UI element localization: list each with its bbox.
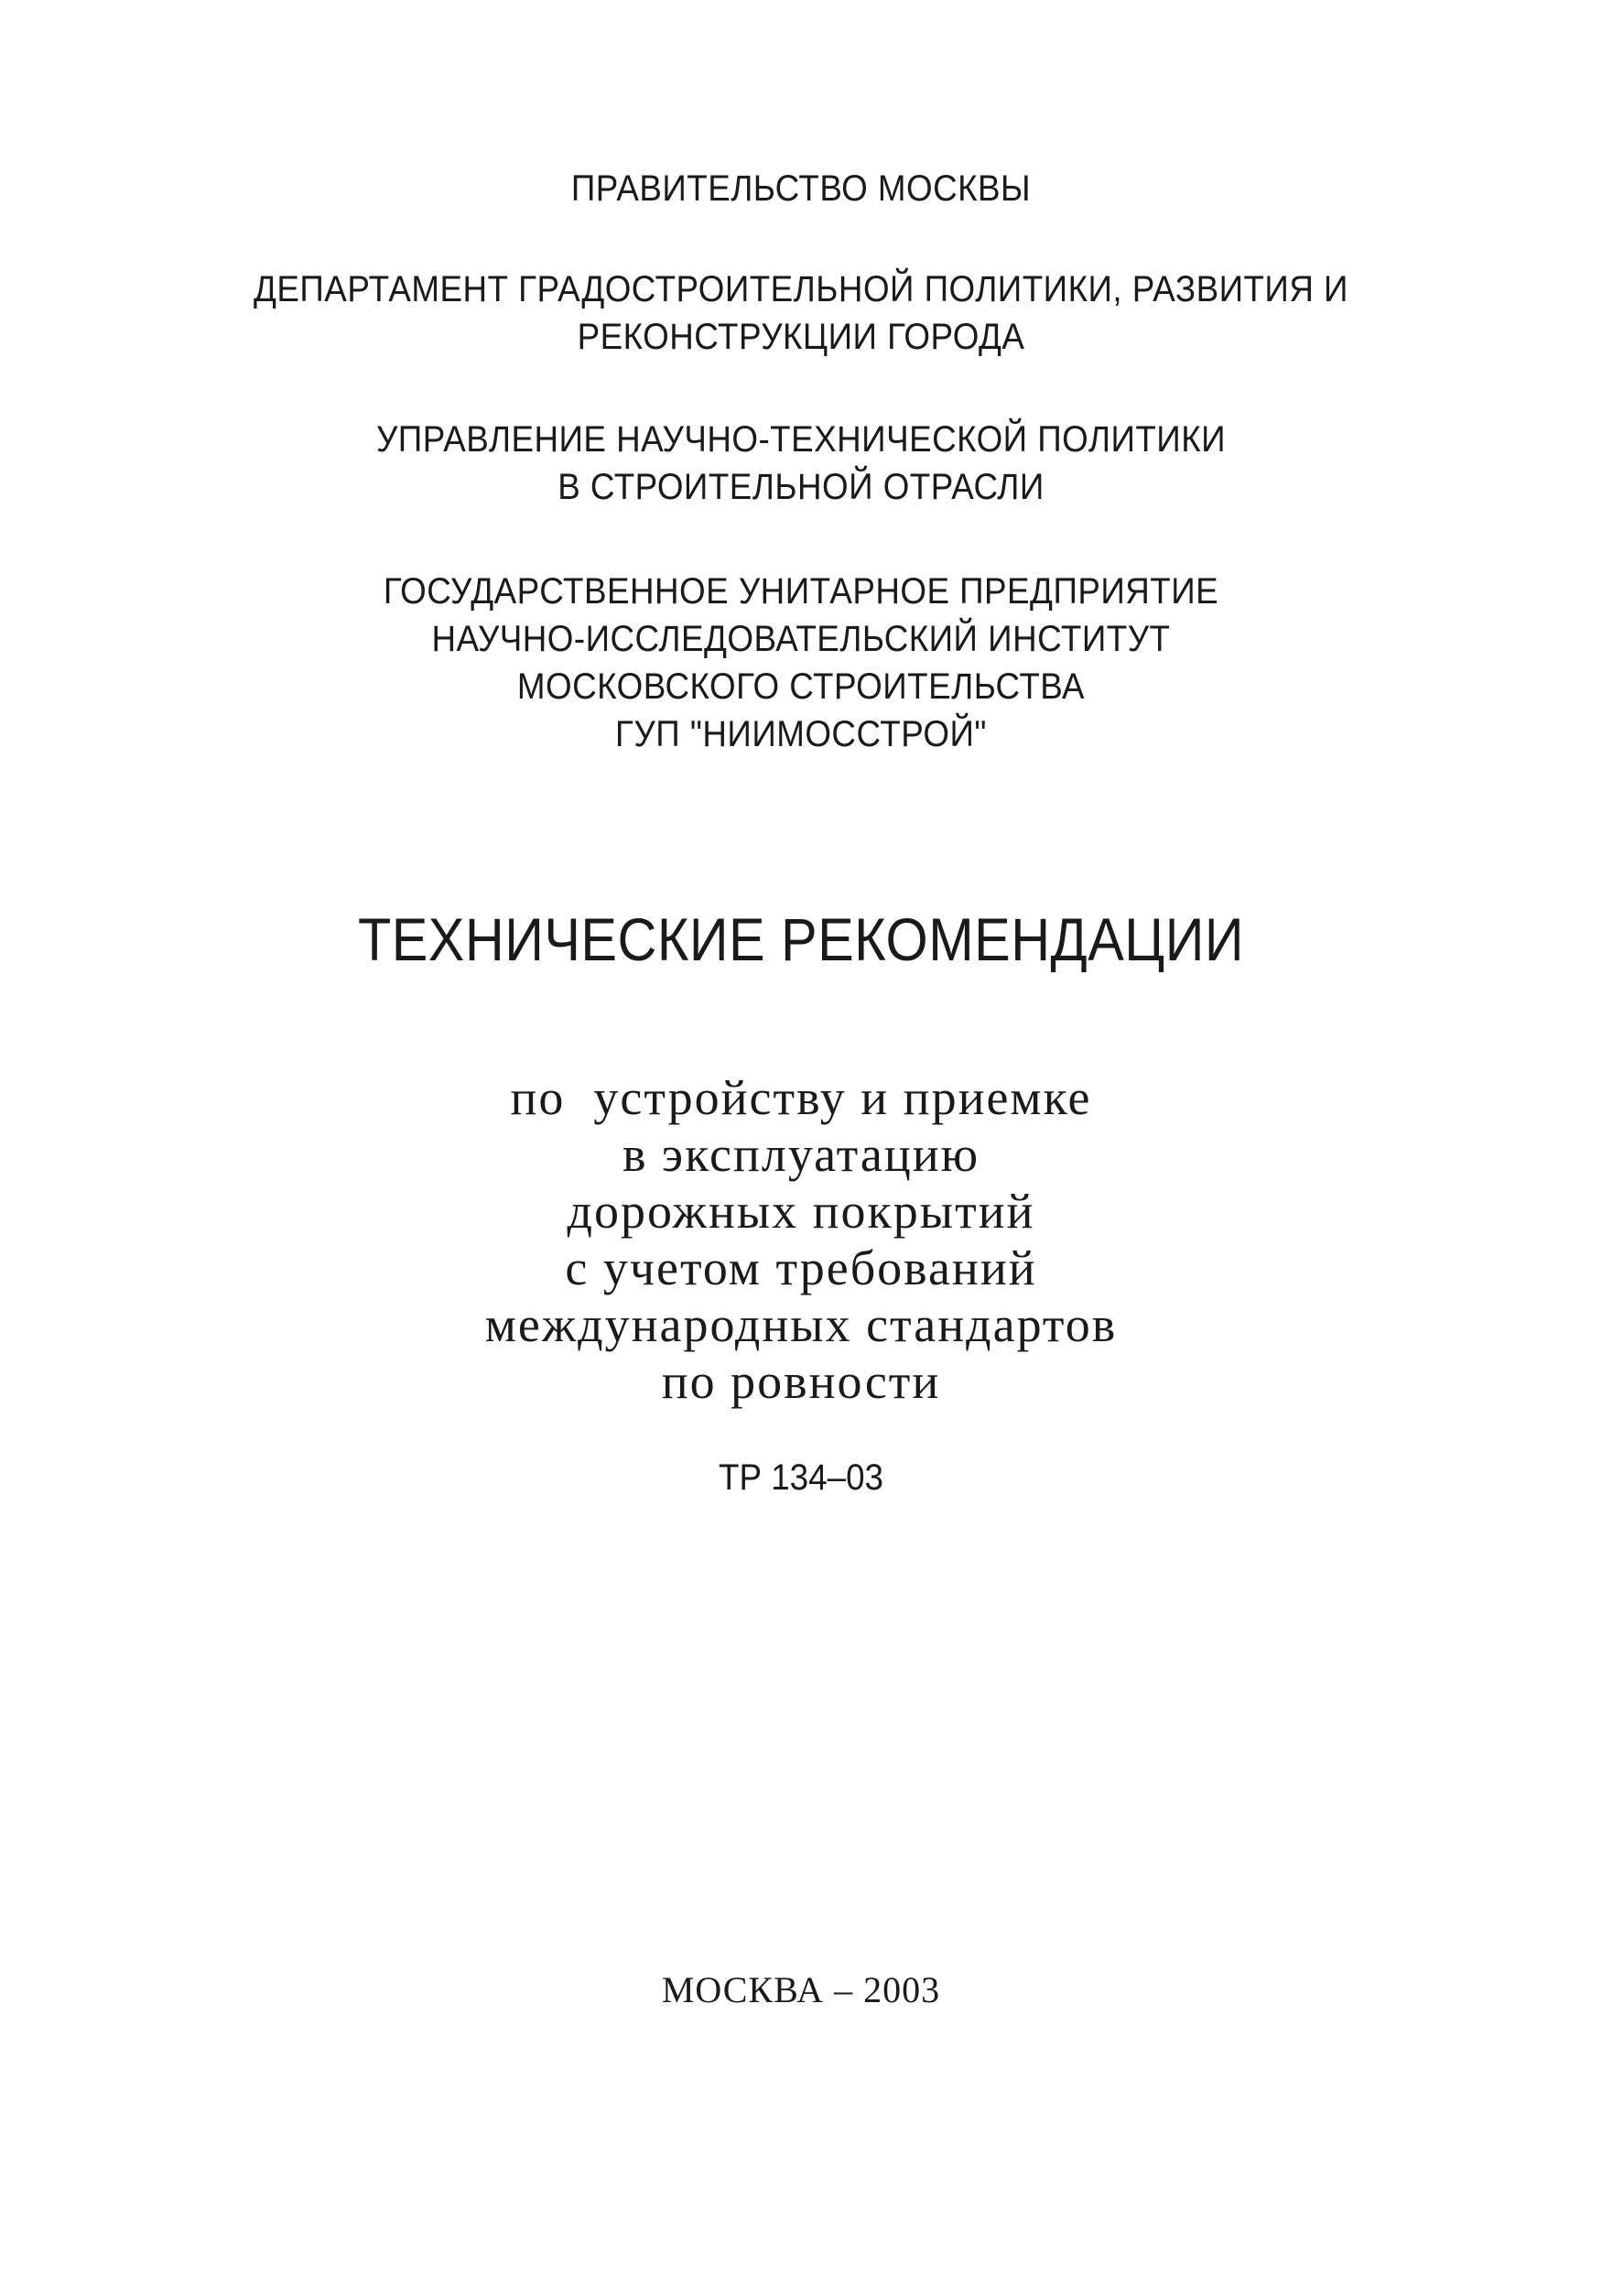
subtitle-line-6: по ровности [661, 1354, 941, 1409]
department-heading [64, 265, 1538, 361]
subtitle-line-4: с учетом требований [565, 1240, 1037, 1295]
government-line: ПРАВИТЕЛЬСТВО МОСКВЫ [570, 168, 1032, 209]
document-code [64, 1454, 1538, 1501]
place-year-line: МОСКВА – 2003 [661, 1969, 941, 2010]
document-title [81, 903, 1522, 976]
enterprise-line-1: ГОСУДАРСТВЕННОЕ УНИТАРНОЕ ПРЕДПРИЯТИЕ [383, 571, 1219, 612]
place-and-year [0, 1966, 1602, 2014]
management-line-2: В СТРОИТЕЛЬНОЙ ОТРАСЛИ [557, 467, 1045, 507]
subtitle-line-3: дорожных покрытий [567, 1184, 1035, 1239]
government-heading [64, 165, 1538, 212]
enterprise-heading [64, 568, 1538, 758]
department-line-2: РЕКОНСТРУКЦИИ ГОРОДА [577, 317, 1025, 357]
enterprise-line-4: ГУП "НИИМОССТРОЙ" [615, 714, 987, 754]
subtitle-line-1: по устройству и приемке [510, 1070, 1092, 1125]
title-line: ТЕХНИЧЕСКИЕ РЕКОМЕНДАЦИИ [357, 905, 1244, 973]
department-line-1: ДЕПАРТАМЕНТ ГРАДОСТРОИТЕЛЬНОЙ ПОЛИТИКИ, РАЗВИТИЯ И [254, 269, 1348, 309]
subtitle-line-5: международных стандартов [484, 1297, 1118, 1352]
enterprise-line-3: МОСКОВСКОГО СТРОИТЕЛЬСТВА [516, 666, 1086, 707]
subtitle-line-2: в эксплуатацию [622, 1127, 980, 1182]
management-line-1: УПРАВЛЕНИЕ НАУЧНО-ТЕХНИЧЕСКОЙ ПОЛИТИКИ [375, 419, 1227, 460]
document-subtitle [0, 1069, 1602, 1410]
code-line: ТР 134–03 [718, 1457, 884, 1498]
enterprise-line-2: НАУЧНО-ИССЛЕДОВАТЕЛЬСКИЙ ИНСТИТУТ [431, 619, 1171, 659]
management-heading [64, 416, 1538, 511]
